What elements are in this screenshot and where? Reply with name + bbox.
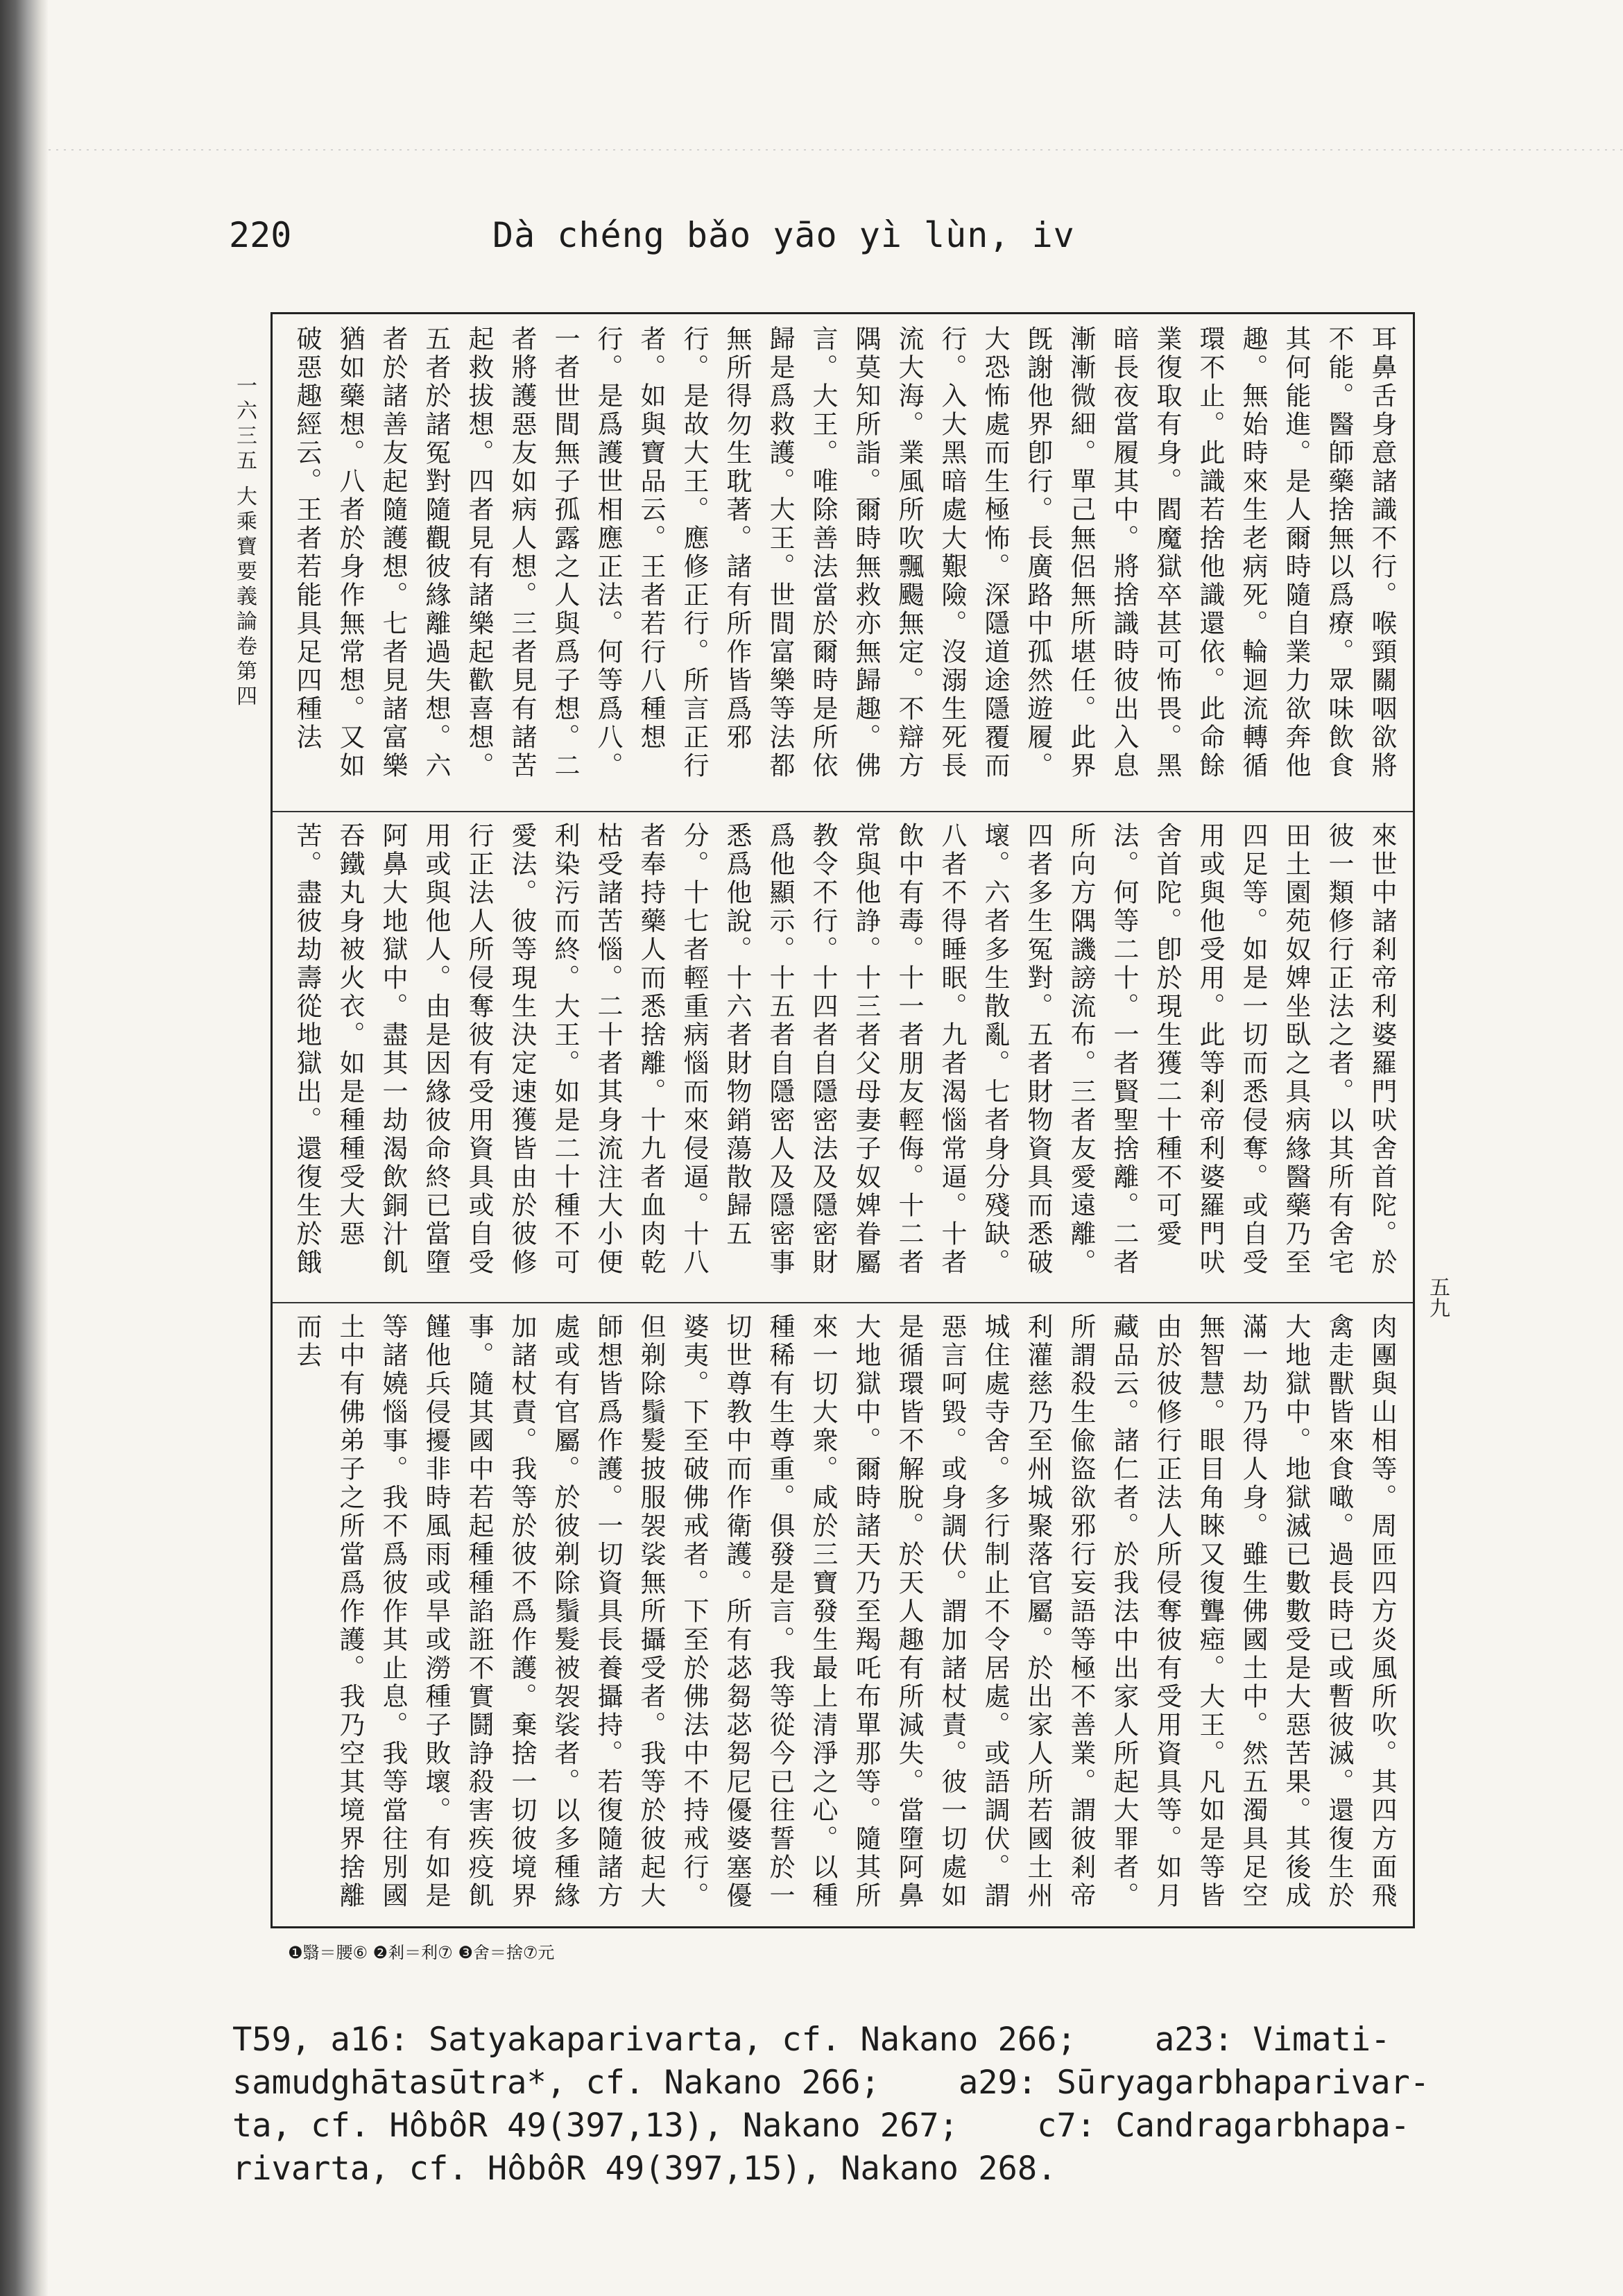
page-number: 220: [229, 215, 292, 255]
scan-binding-shadow: [0, 0, 49, 2296]
footnotes: ❶翳＝腰⑥ ❷剎＝利⑦ ❸舍＝捨⑦元: [288, 1943, 555, 1962]
register-a: [273, 314, 1413, 812]
register-a-text: 耳鼻舌身意諸識不行。喉頸關咽欲將不能。醫師藥捨無以爲療。眾味飲食其何能進。是人爾時隨自業力欲奔他趣。無始時來生老病死。輪迴流轉循環不止。此識若捨他識還依。此命餘業復取有身。閻魔獄卒甚可怖畏。黑暗長夜當履其中。將捨識時彼出入息漸漸微細。單己無侶無所堪任。此界旣謝他界卽行。長廣路中孤然遊履。大恐怖處而生極怖。深隱道途隱覆而行。入大黑暗處大艱險。沒溺生死長流大海。業風所吹飄颺無定。不辯方隅莫知所詣。爾時無救亦無歸趣。佛言。大王。唯除善法當於爾時是所依歸是爲救護。大王。世間富樂等法都無所得勿生耽著。諸有所作皆爲邪行。是故大王。應修正行。所言正行者。如與寶品云。王者若行八種想行。是爲護世相應正法。何等爲八。一者世間無子孤露之人與爲子想。二者將護惡友如病人想。三者見有諸苦起救拔想。四者見有諸樂起歡喜想。五者於諸冤對隨觀彼緣離過失想。六者於諸善友起隨護想。七者見諸富樂猶如藥想。八者於身作無常想。又如破惡趣經云。王者若能具足四種法: [292, 325, 1397, 780]
scan-speckle: [49, 149, 1623, 151]
register-c: [273, 1302, 1413, 1926]
right-margin-label: 五九: [1425, 1276, 1450, 1318]
register-b-text: 來世中諸剎帝利婆羅門吠舍首陀。於彼一類修行正法之者。以其所有舍宅田土園苑奴婢坐臥之具病緣醫藥乃至四足等。如是一切而悉侵奪。或自受用或與他受用。此等剎帝利婆羅門吠舍首陀。卽於現生獲二十種不可愛法。何等二十。一者賢聖捨離。二者所向方隅譏謗流布。三者友愛遠離。四者多生冤對。五者財物資具而悉破壞。六者多生散亂。七者身分殘缺。八者不得睡眠。九者渴惱常逼。十者飲中有毒。十一者朋友輕侮。十二者常與他諍。十三者父母妻子奴婢眷屬教令不行。十四者自隱密法及隱密財爲他顯示。十五者自隱密人及隱密事悉爲他說。十六者財物銷蕩散歸五分。十七者輕重病惱而來侵逼。十八者奉持藥人而悉捨離。十九者血肉乾枯受諸苦惱。二十者其身流注大小便利染污而終。大王。如是二十種不可愛法。彼等現生決定速獲皆由於彼修行正法人所侵奪彼有受用資具或自受用或與他人。由是因緣彼命終已當墮阿鼻大地獄中。盡其一劫渴飲銅汁飢吞鐵丸身被火衣。如是種種受大惡苦。盡彼劫壽從地獄出。還復生於餓: [292, 822, 1397, 1277]
register-b: [273, 811, 1413, 1303]
register-c-text: 肉團與山相等。周匝四方炎風所吹。其四方面飛禽走獸皆來食噉。過長時已或暫彼滅。還復生於大地獄中。地獄滅已數數受是大惡苦果。其後成滿一劫乃得人身。雖生佛國土中。然五濁具足空無智慧。眼目角睞又復聾瘂。大王。凡如是等皆由於彼修行正法人所侵奪彼有受用資具等。如月藏品云。諸仁者。於我法中出家人所起大罪者。所謂殺生偸盜欲邪行妄語等極不善業。謂彼剎帝利灌慈乃至州城聚落官屬。於出家人所若國土州城住處寺舍。多行制止不令居處。或語調伏。謂惡言呵毀。或身調伏。謂加諸杖責。彼一切處如是循環皆不解脫。於天人趣有所減失。當墮阿鼻大地獄中。爾時諸天乃至羯吒布單那等。隨其所來一切大衆。咸於三寶發生最上清淨之心。以種種稀有生尊重。俱發是言。我等從今已往誓於一切世尊教中而作衛護。所有苾芻苾芻尼優婆塞優婆夷。下至破佛戒者。下至於佛法中不持戒行。但剃除鬚髮披服袈裟無所攝受者。我等於彼起大師想皆爲作護。一切資具長養攝持。若復隨諸方處或有官屬。於彼剃除鬚髮被袈裟者。以多種緣加諸杖責。我等於彼不爲作護。棄捨一切彼境界事。隨其國中若起種種諂誑不實鬪諍殺害疾疫飢饉他兵侵擾非時風雨或旱或澇種子敗壞。有如是等諸嬈惱事。我不爲彼作其止息。我等當往別國土中有佛弟子之所當爲作護。我乃空其境界捨離而去: [292, 1313, 1397, 1910]
running-title: Dà chéng bǎo yāo yì lùn, iv: [492, 215, 1075, 255]
left-margin-label: 一六三五 大乘寶要義論卷第四: [232, 375, 257, 710]
page-frame: [270, 312, 1415, 1928]
running-head: [229, 215, 1477, 271]
editor-note: T59, a16: Satyakaparivarta, cf. Nakano 266; a23: Vimati- samudghātasūtra*, cf. Nakano 266; a29: Sūryagarbhaparivar- ta, cf. HôbôR 49(397,13), Nakano 267; c7: Candragarbhapa- rivarta, cf. HôbôR 49(397,15), Nakano 268.: [232, 2021, 1430, 2188]
